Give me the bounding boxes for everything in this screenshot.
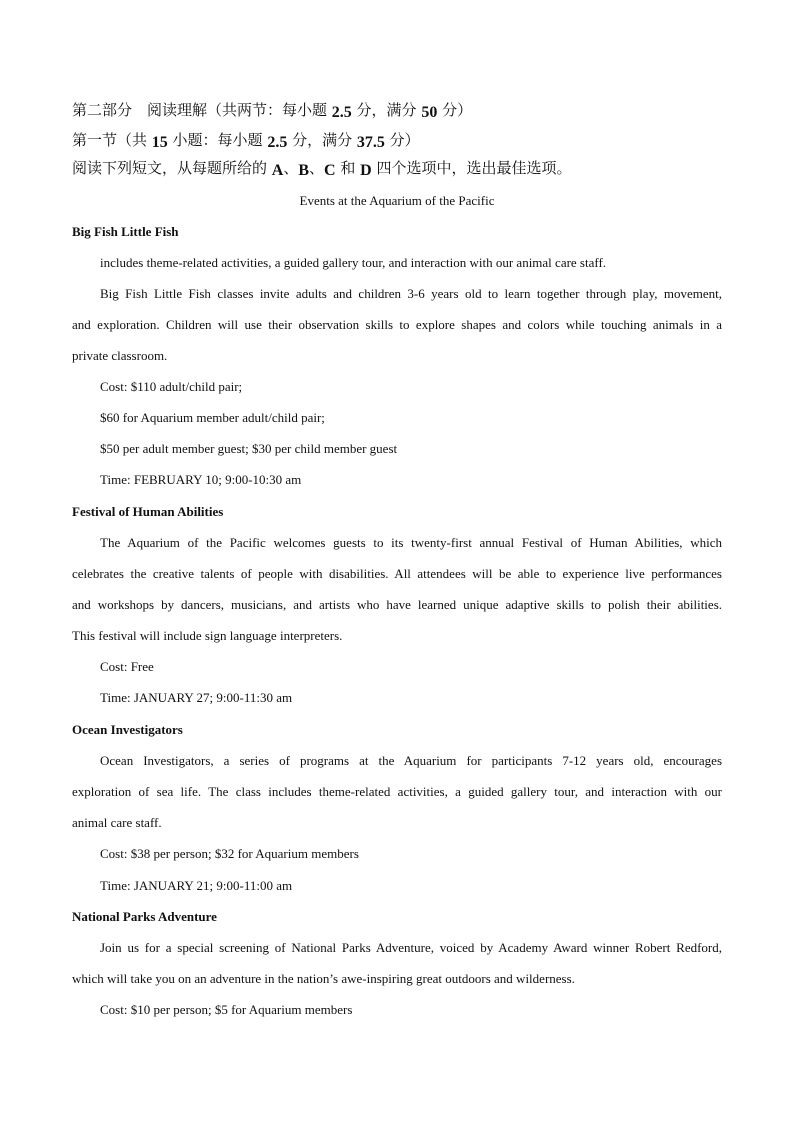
- part-heading: 第二部分 阅读理解（共两节：每小题 2.5 分，满分 50 分）: [72, 101, 473, 121]
- section-heading: 第一节（共 15 小题：每小题 2.5 分，满分 37.5 分）: [72, 131, 420, 151]
- event-time: Time: JANUARY 21; 9:00-11:00 am: [100, 878, 293, 893]
- paragraph-line: This festival will include sign language interpreters.: [72, 628, 343, 643]
- paragraph-line: private classroom.: [72, 348, 168, 363]
- paragraph-line: Ocean Investigators, a series of programs at the Aquarium for participants 7-12 years old, encourages: [100, 753, 722, 768]
- paragraph-line: exploration of sea life. The class includes theme-related activities, a guided gallery tour, and interaction with our: [72, 784, 722, 799]
- event-cost: $50 per adult member guest; $30 per child member guest: [100, 441, 398, 456]
- event-time: Time: FEBRUARY 10; 9:00-10:30 am: [100, 472, 302, 487]
- instruction-text: 阅读下列短文，从每题所给的 A、B、C 和 D 四个选项中，选出最佳选项。: [72, 159, 572, 179]
- event-cost: Cost: $110 adult/child pair;: [100, 379, 243, 394]
- event-cost: Cost: Free: [100, 659, 154, 674]
- event-heading: National Parks Adventure: [72, 909, 217, 924]
- event-cost: $60 for Aquarium member adult/child pair;: [100, 410, 325, 425]
- event-heading: Big Fish Little Fish: [72, 224, 179, 239]
- paragraph-line: The Aquarium of the Pacific welcomes guests to its twenty-first annual Festival of Human Abilities, which: [100, 535, 722, 550]
- paragraph-line: and exploration. Children will use their observation skills to explore shapes and colors while touching animals in a: [72, 317, 722, 332]
- paragraph-line: Big Fish Little Fish classes invite adults and children 3-6 years old to learn together through play, movement,: [100, 286, 722, 301]
- paragraph-line: and workshops by dancers, musicians, and artists who have learned unique adaptive skills to polish their abilities.: [72, 597, 722, 612]
- event-heading: Festival of Human Abilities: [72, 504, 224, 519]
- event-cost: Cost: $38 per person; $32 for Aquarium members: [100, 846, 359, 861]
- event-intro: includes theme-related activities, a guided gallery tour, and interaction with our animal care staff.: [100, 255, 607, 270]
- paragraph-line: celebrates the creative talents of people with disabilities. All attendees will be able to experience live performances: [72, 566, 722, 581]
- event-cost: Cost: $10 per person; $5 for Aquarium members: [100, 1002, 353, 1017]
- event-time: Time: JANUARY 27; 9:00-11:30 am: [100, 690, 293, 705]
- paragraph-line: animal care staff.: [72, 815, 162, 830]
- paragraph-line: which will take you on an adventure in the nation’s awe-inspiring great outdoors and wilderness.: [72, 971, 575, 986]
- event-heading: Ocean Investigators: [72, 722, 183, 737]
- paragraph-line: Join us for a special screening of National Parks Adventure, voiced by Academy Award winner Robert Redford,: [100, 940, 722, 955]
- passage-title: Events at the Aquarium of the Pacific: [299, 193, 495, 208]
